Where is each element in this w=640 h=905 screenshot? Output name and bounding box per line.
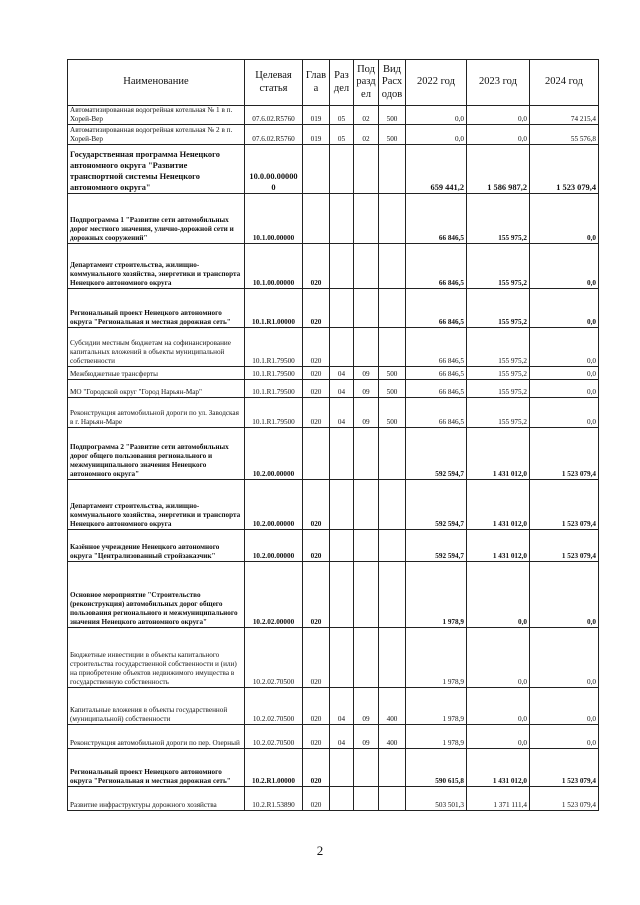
- row-chapter: 020: [303, 380, 330, 398]
- row-name: Бюджетные инвестиции в объекты капитального строительства государственной собственности и (или) на приобретение объектов недвижимого имущества в государственную собственность: [68, 628, 245, 688]
- row-2024: 0,0: [530, 628, 599, 688]
- row-chapter: 020: [303, 367, 330, 380]
- row-subsection: [354, 787, 379, 811]
- row-2022: 592 594,7: [406, 530, 467, 562]
- row-section: 04: [330, 380, 354, 398]
- row-section: [330, 562, 354, 628]
- row-2024: 1 523 079,4: [530, 787, 599, 811]
- row-section: [330, 194, 354, 244]
- row-2024: 0,0: [530, 380, 599, 398]
- row-exp-type: [379, 787, 406, 811]
- row-subsection: [354, 194, 379, 244]
- row-article: 10.1.00.00000: [245, 194, 303, 244]
- row-subsection: [354, 244, 379, 289]
- header-section: Раз дел: [330, 60, 354, 106]
- row-2023: 0,0: [467, 125, 530, 145]
- row-2023: 0,0: [467, 562, 530, 628]
- row-2022: 1 978,9: [406, 725, 467, 749]
- row-2024: 0,0: [530, 194, 599, 244]
- row-section: [330, 145, 354, 194]
- row-subsection: [354, 628, 379, 688]
- row-chapter: [303, 145, 330, 194]
- row-name: Основное мероприятие "Строительство (реконструкция) автомобильных дорог общего пользования регионального и межмуниципального значения Ненецкого автономного округа": [68, 562, 245, 628]
- row-2024: 0,0: [530, 398, 599, 428]
- row-subsection: 09: [354, 367, 379, 380]
- table-row: [68, 328, 599, 367]
- table-header-row: [68, 60, 599, 106]
- row-2022: 1 978,9: [406, 628, 467, 688]
- row-article: 10.2.02.70500: [245, 628, 303, 688]
- row-exp-type: 500: [379, 367, 406, 380]
- table-row: [68, 380, 599, 398]
- table-row: [68, 398, 599, 428]
- row-2024: 55 576,8: [530, 125, 599, 145]
- row-exp-type: [379, 328, 406, 367]
- row-name: Автоматизированная водогрейная котельная № 1 в п. Хорей-Вер: [68, 106, 245, 125]
- row-name: Автоматизированная водогрейная котельная № 2 в п. Хорей-Вер: [68, 125, 245, 145]
- row-2024: 74 215,4: [530, 106, 599, 125]
- row-2023: 155 975,2: [467, 244, 530, 289]
- row-2023: 155 975,2: [467, 367, 530, 380]
- row-exp-type: [379, 628, 406, 688]
- row-section: [330, 480, 354, 530]
- row-subsection: 02: [354, 125, 379, 145]
- table-row: [68, 787, 599, 811]
- header-exp-type: Вид Расх одов: [379, 60, 406, 106]
- row-name: Подпрограмма 1 "Развитие сети автомобильных дорог местного значения, улично-дорожной сети и дорожных сооружений": [68, 194, 245, 244]
- row-article: 10.2.02.00000: [245, 562, 303, 628]
- row-2024: 1 523 079,4: [530, 145, 599, 194]
- row-2022: 66 846,5: [406, 398, 467, 428]
- row-subsection: 02: [354, 106, 379, 125]
- row-name: Подпрограмма 2 "Развитие сети автомобильных дорог общего пользования регионального и межмуниципального значения Ненецкого автономного округа": [68, 428, 245, 480]
- row-section: [330, 428, 354, 480]
- table-row: [68, 480, 599, 530]
- row-name: Региональный проект Ненецкого автономного округа "Региональная и местная дорожная сеть": [68, 749, 245, 787]
- row-article: 10.0.00.00000 0: [245, 145, 303, 194]
- row-name: Межбюджетные трансферты: [68, 367, 245, 380]
- row-chapter: 020: [303, 289, 330, 328]
- row-2023: 1 431 012,0: [467, 749, 530, 787]
- row-2022: 1 978,9: [406, 562, 467, 628]
- row-subsection: [354, 530, 379, 562]
- header-2024: 2024 год: [530, 60, 599, 106]
- row-section: 04: [330, 367, 354, 380]
- row-subsection: [354, 328, 379, 367]
- row-2022: 659 441,2: [406, 145, 467, 194]
- row-exp-type: 400: [379, 688, 406, 725]
- table-row: [68, 530, 599, 562]
- row-2024: 1 523 079,4: [530, 480, 599, 530]
- header-name: Наименование: [68, 60, 245, 106]
- row-article: 10.2.00.00000: [245, 428, 303, 480]
- row-2022: 66 846,5: [406, 194, 467, 244]
- table-row: [68, 688, 599, 725]
- row-2022: 592 594,7: [406, 428, 467, 480]
- row-exp-type: [379, 289, 406, 328]
- row-chapter: 020: [303, 398, 330, 428]
- row-2022: 1 978,9: [406, 688, 467, 725]
- row-section: 04: [330, 725, 354, 749]
- row-subsection: [354, 480, 379, 530]
- row-exp-type: [379, 562, 406, 628]
- row-article: 10.1.00.00000: [245, 244, 303, 289]
- row-name: Департамент строительства, жилищно-коммунального хозяйства, энергетики и транспорта Ненецкого автономного округа: [68, 244, 245, 289]
- row-chapter: 020: [303, 480, 330, 530]
- row-section: [330, 289, 354, 328]
- header-2023: 2023 год: [467, 60, 530, 106]
- table-row: [68, 367, 599, 380]
- row-name: Государственная программа Ненецкого автономного округа "Развитие транспортной системы Ненецкого автономного округа": [68, 145, 245, 194]
- row-name: Реконструкция автомобильной дороги по ул. Заводская в г. Нарьян-Маре: [68, 398, 245, 428]
- row-2022: 0,0: [406, 125, 467, 145]
- row-article: 10.2.R1.53890: [245, 787, 303, 811]
- row-exp-type: 500: [379, 398, 406, 428]
- row-2022: 66 846,5: [406, 289, 467, 328]
- row-2022: 0,0: [406, 106, 467, 125]
- row-2022: 590 615,8: [406, 749, 467, 787]
- budget-table: [67, 59, 599, 811]
- row-2022: 503 501,3: [406, 787, 467, 811]
- row-article: 10.1.R1.79500: [245, 398, 303, 428]
- row-exp-type: 500: [379, 380, 406, 398]
- row-2023: 1 431 012,0: [467, 480, 530, 530]
- table-row: [68, 628, 599, 688]
- table-row: [68, 428, 599, 480]
- row-exp-type: [379, 194, 406, 244]
- row-chapter: 019: [303, 125, 330, 145]
- row-chapter: 020: [303, 244, 330, 289]
- row-exp-type: [379, 145, 406, 194]
- row-2024: 0,0: [530, 289, 599, 328]
- row-section: 05: [330, 125, 354, 145]
- row-2024: 0,0: [530, 725, 599, 749]
- row-chapter: 020: [303, 787, 330, 811]
- row-2024: 0,0: [530, 244, 599, 289]
- row-2023: 1 431 012,0: [467, 428, 530, 480]
- row-2023: 155 975,2: [467, 398, 530, 428]
- row-section: [330, 787, 354, 811]
- row-2024: 0,0: [530, 328, 599, 367]
- row-article: 10.1.R1.79500: [245, 328, 303, 367]
- row-chapter: 020: [303, 628, 330, 688]
- row-name: Капитальные вложения в объекты государственной (муниципальной) собственности: [68, 688, 245, 725]
- row-exp-type: [379, 428, 406, 480]
- row-2024: 0,0: [530, 562, 599, 628]
- row-subsection: [354, 145, 379, 194]
- table-row: [68, 125, 599, 145]
- table-row: [68, 562, 599, 628]
- row-2022: 592 594,7: [406, 480, 467, 530]
- row-chapter: 019: [303, 106, 330, 125]
- row-name: Реконструкция автомобильной дороги по пер. Озерный: [68, 725, 245, 749]
- header-article: Целевая статья: [245, 60, 303, 106]
- table-row: [68, 106, 599, 125]
- row-2023: 1 371 111,4: [467, 787, 530, 811]
- table-row: [68, 749, 599, 787]
- page-number: 2: [316, 843, 324, 858]
- row-section: 04: [330, 398, 354, 428]
- row-article: 10.2.R1.00000: [245, 749, 303, 787]
- row-exp-type: 400: [379, 725, 406, 749]
- table-row: [68, 725, 599, 749]
- row-name: Региональный проект Ненецкого автономного округа "Региональная и местная дорожная сеть": [68, 289, 245, 328]
- row-article: 10.1.R1.79500: [245, 367, 303, 380]
- row-exp-type: [379, 244, 406, 289]
- header-chapter: Глав а: [303, 60, 330, 106]
- table-row: [68, 244, 599, 289]
- row-2023: 0,0: [467, 628, 530, 688]
- row-2024: 0,0: [530, 367, 599, 380]
- row-subsection: 09: [354, 380, 379, 398]
- row-article: 07.6.02.R5760: [245, 106, 303, 125]
- row-article: 07.6.02.R5760: [245, 125, 303, 145]
- row-section: [330, 328, 354, 367]
- table-row: [68, 145, 599, 194]
- row-subsection: [354, 428, 379, 480]
- row-chapter: [303, 194, 330, 244]
- row-2024: 1 523 079,4: [530, 530, 599, 562]
- row-2023: 1 431 012,0: [467, 530, 530, 562]
- row-exp-type: 500: [379, 106, 406, 125]
- row-2022: 66 846,5: [406, 367, 467, 380]
- row-2023: 0,0: [467, 106, 530, 125]
- row-2024: 1 523 079,4: [530, 428, 599, 480]
- row-name: Департамент строительства, жилищно-коммунального хозяйства, энергетики и транспорта Ненецкого автономного округа: [68, 480, 245, 530]
- row-exp-type: [379, 749, 406, 787]
- table-row: [68, 289, 599, 328]
- row-2023: 1 586 987,2: [467, 145, 530, 194]
- row-section: [330, 530, 354, 562]
- row-chapter: 020: [303, 530, 330, 562]
- row-subsection: [354, 562, 379, 628]
- row-article: 10.2.02.70500: [245, 688, 303, 725]
- row-article: 10.2.00.00000: [245, 480, 303, 530]
- row-chapter: 020: [303, 562, 330, 628]
- row-2024: 0,0: [530, 688, 599, 725]
- row-chapter: 020: [303, 749, 330, 787]
- row-2024: 1 523 079,4: [530, 749, 599, 787]
- row-chapter: 020: [303, 725, 330, 749]
- row-section: [330, 628, 354, 688]
- row-2023: 0,0: [467, 725, 530, 749]
- row-2023: 155 975,2: [467, 289, 530, 328]
- header-subsection: Под разд ел: [354, 60, 379, 106]
- row-name: Казённое учреждение Ненецкого автономного округа "Централизованный стройзаказчик": [68, 530, 245, 562]
- row-exp-type: [379, 530, 406, 562]
- row-section: 04: [330, 688, 354, 725]
- header-2022: 2022 год: [406, 60, 467, 106]
- row-section: 05: [330, 106, 354, 125]
- row-2023: 155 975,2: [467, 328, 530, 367]
- row-exp-type: [379, 480, 406, 530]
- row-article: 10.1.R1.00000: [245, 289, 303, 328]
- row-subsection: 09: [354, 398, 379, 428]
- row-subsection: 09: [354, 725, 379, 749]
- row-chapter: 020: [303, 328, 330, 367]
- row-name: Субсидии местным бюджетам на софинансирование капитальных вложений в объекты муниципальной собственности: [68, 328, 245, 367]
- row-2023: 0,0: [467, 688, 530, 725]
- row-chapter: 020: [303, 688, 330, 725]
- row-section: [330, 749, 354, 787]
- row-2023: 155 975,2: [467, 380, 530, 398]
- row-article: 10.2.02.70500: [245, 725, 303, 749]
- row-article: 10.1.R1.79500: [245, 380, 303, 398]
- row-2022: 66 846,5: [406, 380, 467, 398]
- row-article: 10.2.00.00000: [245, 530, 303, 562]
- row-chapter: [303, 428, 330, 480]
- row-2022: 66 846,5: [406, 244, 467, 289]
- row-name: Развитие инфраструктуры дорожного хозяйства: [68, 787, 245, 811]
- table-row: [68, 194, 599, 244]
- row-name: МО "Городской округ "Город Нарьян-Мар": [68, 380, 245, 398]
- row-2022: 66 846,5: [406, 328, 467, 367]
- row-subsection: [354, 289, 379, 328]
- row-subsection: 09: [354, 688, 379, 725]
- row-exp-type: 500: [379, 125, 406, 145]
- row-section: [330, 244, 354, 289]
- row-2023: 155 975,2: [467, 194, 530, 244]
- row-subsection: [354, 749, 379, 787]
